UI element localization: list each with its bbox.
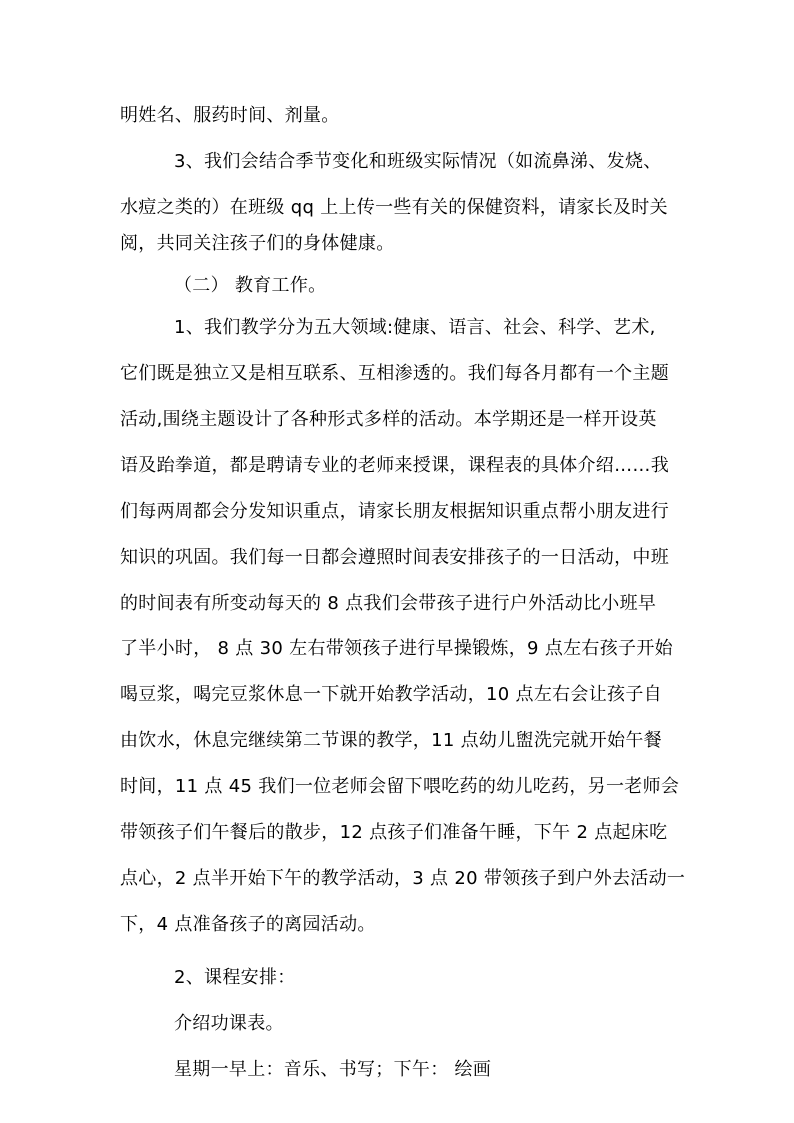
text-line: 点心，2 点半开始下午的教学活动，3 点 20 带领孩子到户外去活动一 [120, 868, 686, 889]
text-line: 带领孩子们午餐后的散步，12 点孩子们准备午睡，下午 2 点起床吃 [120, 822, 668, 843]
text-line: 了半小时， 8 点 30 左右带领孩子进行早操锻炼，9 点左右孩子开始 [120, 638, 673, 659]
text-line: 时间，11 点 45 我们一位老师会留下喂吃药的幼儿吃药，另一老师会 [120, 776, 680, 797]
text-line: 由饮水，休息完继续第二节课的教学，11 点幼儿盥洗完就开始午餐 [120, 730, 662, 751]
text-line: 喝豆浆，喝完豆浆休息一下就开始教学活动，10 点左右会让孩子自 [120, 684, 662, 705]
text-line: 它们既是独立又是相互联系、互相渗透的。我们每各月都有一个主题 [120, 363, 669, 384]
text-line: 活动,围绕主题设计了各种形式多样的活动。本学期还是一样开设英 [120, 409, 657, 430]
timetable-intro: 介绍功课表。 [174, 1013, 284, 1034]
text-line: 水痘之类的）在班级 qq 上上传一些有关的保健资料，请家长及时关 [120, 197, 668, 218]
text-line: 语及跆拳道，都是聘请专业的老师来授课，课程表的具体介绍……我 [120, 455, 669, 476]
text-line: 知识的巩固。我们每一日都会遵照时间表安排孩子的一日活动，中班 [120, 547, 669, 568]
text-line: 阅，共同关注孩子们的身体健康。 [120, 233, 395, 254]
paragraph-2-course-arrangement: 2、课程安排： [174, 967, 296, 988]
text-line: 的时间表有所变动每天的 8 点我们会带孩子进行户外活动比小班早 [120, 593, 657, 614]
section-heading-education: （二） 教育工作。 [174, 275, 327, 296]
text-line: 明姓名、服药时间、剂量。 [120, 105, 340, 126]
monday-schedule: 星期一早上：音乐、书写；下午： 绘画 [174, 1059, 492, 1080]
text-line: 下，4 点准备孩子的离园活动。 [120, 914, 376, 935]
text-line: 们每两周都会分发知识重点，请家长朋友根据知识重点帮小朋友进行 [120, 501, 669, 522]
paragraph-1-start: 1、我们教学分为五大领域:健康、语言、社会、科学、艺术, [174, 317, 656, 338]
paragraph-3-start: 3、我们会结合季节变化和班级实际情况（如流鼻涕、发烧、 [174, 151, 662, 172]
